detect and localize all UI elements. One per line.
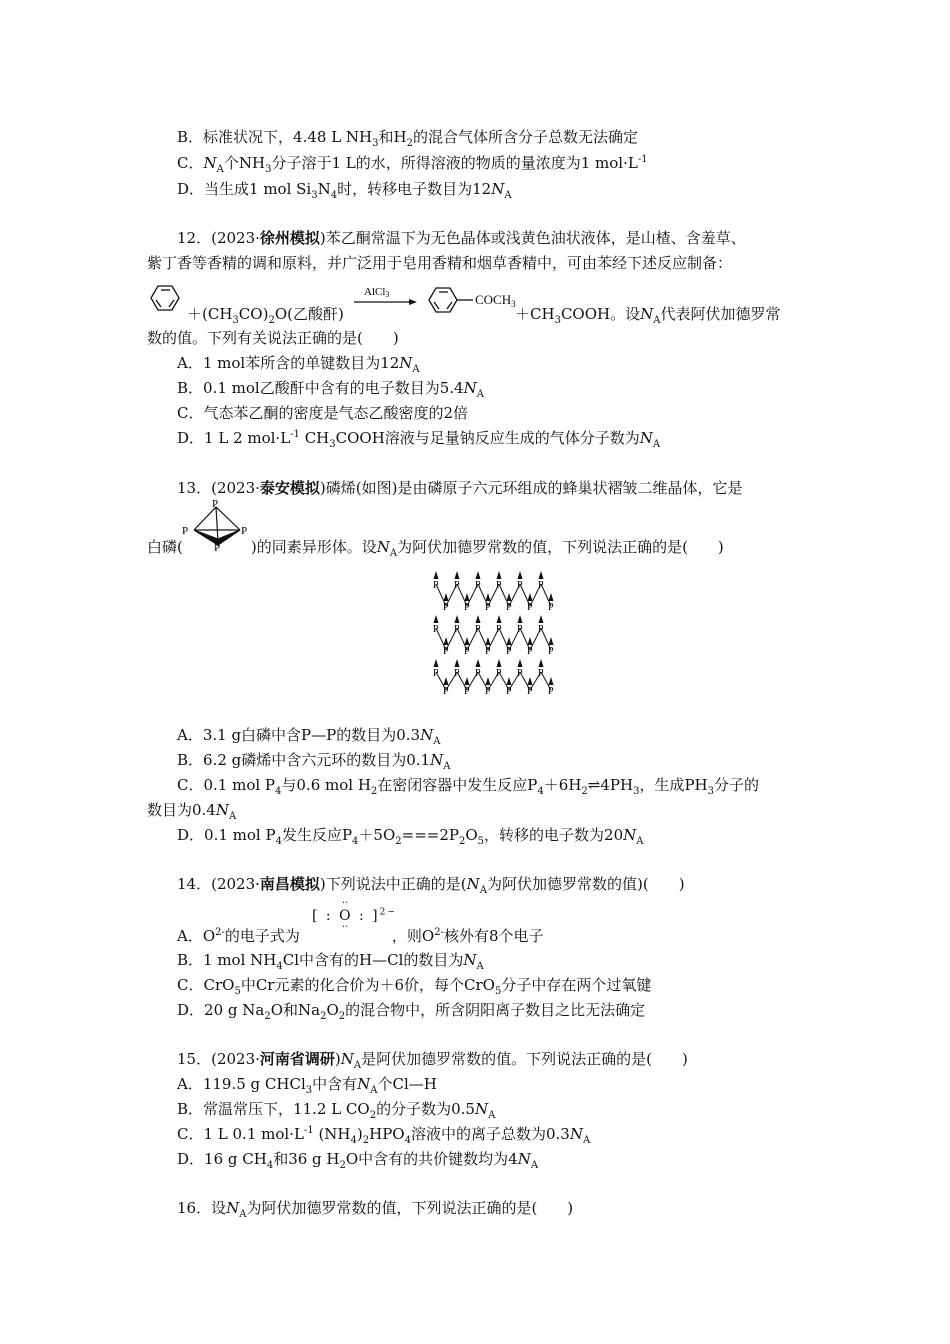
lattice-atom: P	[548, 646, 554, 657]
atom-label: P	[212, 498, 219, 510]
atom-label: P	[214, 542, 221, 553]
lattice-wedge-bond	[434, 659, 439, 667]
phosphorene-lattice-figure	[428, 570, 563, 700]
q15-heading: 15．(2023·河南省调研)$N_A$是阿伏加德罗常数的值。下列说法正确的是( )	[177, 1050, 688, 1071]
lattice-wedge-bond	[518, 615, 523, 623]
lattice-wedge-bond	[549, 593, 554, 601]
lattice-wedge-bond	[455, 571, 460, 579]
lattice-atom: P	[464, 602, 470, 613]
lattice-atom: P	[527, 646, 533, 657]
lattice-atom: P	[496, 668, 502, 679]
lattice-wedge-bond	[476, 615, 481, 623]
lattice-atom: P	[538, 580, 544, 591]
lattice-atom: P	[443, 686, 449, 697]
lattice-wedge-bond	[507, 677, 512, 685]
q14-option-b: B．1 mol $NH_4Cl$中含有的H—Cl的数目为$N_A$	[177, 951, 484, 972]
q16-heading: 16．设$N_A$为阿伏加德罗常数的值，下列说法正确的是( )	[177, 1199, 574, 1220]
lattice-atom: P	[527, 602, 533, 613]
q13-option-b: B．6.2 g磷烯中含六元环的数目为$0.1N_A$	[177, 751, 451, 772]
q11-option-c: C．$N_A$个$NH_3$分子溶于1 L的水，所得溶液的物质的量浓度为1 $mol\cdot L^{-1}$	[177, 154, 648, 175]
atom-label: P	[182, 525, 189, 537]
lattice-wedge-bond	[497, 571, 502, 579]
q12-text-line2: 紫丁香等香精的调和原料，并广泛用于皂用香精和烟草香精中，可由苯经下述反应制备：	[147, 254, 733, 272]
lattice-wedge-bond	[528, 637, 533, 645]
q12-text-line4: 数的值。下列有关说法正确的是( )	[147, 329, 399, 347]
lattice-atom: P	[485, 646, 491, 657]
acetophenone-ring-icon	[429, 288, 473, 312]
lattice-atom: P	[496, 624, 502, 635]
lattice-atom: P	[496, 580, 502, 591]
lattice-atom: P	[506, 646, 512, 657]
lattice-atom: P	[485, 686, 491, 697]
q13-option-c: C．0.1 mol $P_4$与0.6 mol $H_2$在密闭容器中发生反应$P_4+6H_2\rightleftharpoons 4PH_3$，生成$PH_3$分子的	[177, 776, 760, 797]
q13-heading: 13．(2023·泰安模拟)磷烯(如图)是由磷原子六元环组成的蜂巢状褶皱二维晶体，它是	[177, 479, 743, 497]
q14-option-d: D．20 g $Na_2O$和$Na_2O_2$的混合物中，所含阴阳离子数目之比无法确定	[177, 1001, 646, 1022]
q11-option-b: B．标准状况下，4.48 L $NH_3$和$H_2$的混合气体所含分子总数无法确定	[177, 128, 638, 149]
lattice-wedge-bond	[507, 593, 512, 601]
lattice-atom: P	[443, 646, 449, 657]
lattice-atom: P	[475, 624, 481, 635]
q13-option-d: D．0.1 mol $P_4$发生反应$P_4+5O_2===2P_2O_5$，转移的电子数为$20N_A$	[177, 826, 644, 847]
q12-option-c: C．气态苯乙酮的密度是气态乙酸密度的2倍	[177, 404, 469, 422]
lattice-atom: P	[454, 668, 460, 679]
lattice-wedge-bond	[507, 637, 512, 645]
lattice-atom: P	[454, 624, 460, 635]
q12-reaction	[147, 282, 827, 326]
q15-option-d: D．16 g $CH_4$和36 g $H_2O$中含有的共价键数均为$4N_A$	[177, 1150, 539, 1171]
q11-option-d: D．当生成1 mol $Si_3N_4$时，转移电子数目为$12N_A$	[177, 180, 512, 201]
lattice-wedge-bond	[549, 637, 554, 645]
lattice-atom: P	[433, 580, 439, 591]
lattice-wedge-bond	[434, 571, 439, 579]
q15-option-b: B．常温常压下，11.2 L $CO_2$的分子数为$0.5N_A$	[177, 1100, 496, 1121]
white-phosphorus-structure-icon	[180, 497, 252, 553]
lattice-atom: P	[454, 580, 460, 591]
q14-heading: 14．(2023·南昌模拟)下列说法中正确的是($N_A$为阿伏加德罗常数的值)( )	[177, 875, 685, 896]
lattice-wedge-bond	[539, 571, 544, 579]
oxide-electron-formula: [ : O : ]$^{2-}$ ·· ··	[312, 898, 397, 933]
lattice-wedge-bond	[486, 593, 491, 601]
lattice-wedge-bond	[434, 615, 439, 623]
lattice-wedge-bond	[539, 659, 544, 667]
reaction-arrow-icon	[354, 286, 417, 305]
lattice-wedge-bond	[549, 677, 554, 685]
lattice-atom: P	[548, 602, 554, 613]
q15-option-a: A．119.5 g CHCl$_3$中含有$N_A$个Cl—H	[177, 1075, 437, 1096]
q13-text-line2: 白磷( )的同素异形体。设$N_A$为阿伏加德罗常数的值，下列说法正确的是( )	[147, 538, 724, 559]
lattice-atom: P	[538, 624, 544, 635]
lattice-wedge-bond	[476, 659, 481, 667]
lattice-atom: P	[538, 668, 544, 679]
q12-option-a: A．1 mol苯所含的单键数目为$12N_A$	[177, 354, 420, 375]
lattice-atom: P	[485, 602, 491, 613]
q12-reaction-after: $+CH_3COOH$。设$N_A$代表阿伏加德罗常	[515, 305, 781, 326]
lattice-wedge-bond	[465, 637, 470, 645]
q12-option-b: B．0.1 mol乙酸酐中含有的电子数目为$5.4N_A$	[177, 379, 484, 400]
catalyst-label: AlCl3	[364, 286, 390, 299]
lattice-wedge-bond	[465, 593, 470, 601]
lattice-wedge-bond	[455, 659, 460, 667]
lattice-wedge-bond	[455, 615, 460, 623]
lattice-atom: P	[527, 686, 533, 697]
lattice-atom: P	[506, 602, 512, 613]
lattice-wedge-bond	[528, 593, 533, 601]
lattice-atom: P	[464, 646, 470, 657]
lattice-wedge-bond	[444, 593, 449, 601]
lattice-wedge-bond	[444, 637, 449, 645]
q14-option-a: A．$O^{2-}$的电子式为 ，则$O^{2-}$核外有8个电子	[177, 927, 544, 945]
q12-option-d: D．1 L 2 $mol\cdot L^{-1}$ $CH_3COOH$溶液与足量钠反应生成的气体分子数为$N_A$	[177, 429, 661, 450]
lattice-atom: P	[433, 624, 439, 635]
lattice-atom: P	[464, 686, 470, 697]
lattice-atom: P	[443, 602, 449, 613]
lattice-atom: P	[475, 580, 481, 591]
lattice-wedge-bond	[518, 659, 523, 667]
lattice-atom: P	[506, 686, 512, 697]
lattice-atom: P	[517, 624, 523, 635]
lattice-wedge-bond	[539, 615, 544, 623]
lattice-wedge-bond	[528, 677, 533, 685]
q13-option-a: A．3.1 g白磷中含P—P的数目为$0.3N_A$	[177, 726, 441, 747]
lattice-atom: P	[433, 668, 439, 679]
product-group-label: $COCH_3$	[475, 292, 516, 309]
lattice-wedge-bond	[444, 677, 449, 685]
q13-option-c-line2: 数目为$0.4N_A$	[147, 801, 237, 822]
lattice-wedge-bond	[497, 615, 502, 623]
lattice-wedge-bond	[497, 659, 502, 667]
lattice-wedge-bond	[465, 677, 470, 685]
lattice-atom: P	[548, 686, 554, 697]
q15-option-c: C．1 L 0.1 $mol\cdot L^{-1}$ $(NH_4)_2HPO_4$溶液中的离子总数为$0.3N_A$	[177, 1125, 591, 1146]
lattice-wedge-bond	[486, 637, 491, 645]
q14-option-c: C．CrO$_5$中Cr元素的化合价为＋6价，每个CrO$_5$分子中存在两个过氧键	[177, 976, 652, 997]
lattice-atom: P	[517, 668, 523, 679]
lattice-wedge-bond	[486, 677, 491, 685]
lattice-atom: P	[517, 580, 523, 591]
q12-reagent: $+(CH_3CO)_2O$(乙酸酐)	[187, 305, 344, 326]
lattice-wedge-bond	[518, 571, 523, 579]
benzene-ring-icon	[151, 286, 179, 310]
lattice-atom: P	[475, 668, 481, 679]
lattice-wedge-bond	[476, 571, 481, 579]
atom-label: P	[241, 525, 248, 537]
q12-heading: 12．(2023·徐州模拟)苯乙酮常温下为无色晶体或浅黄色油状液体，是山楂、含羞草、	[177, 229, 746, 247]
